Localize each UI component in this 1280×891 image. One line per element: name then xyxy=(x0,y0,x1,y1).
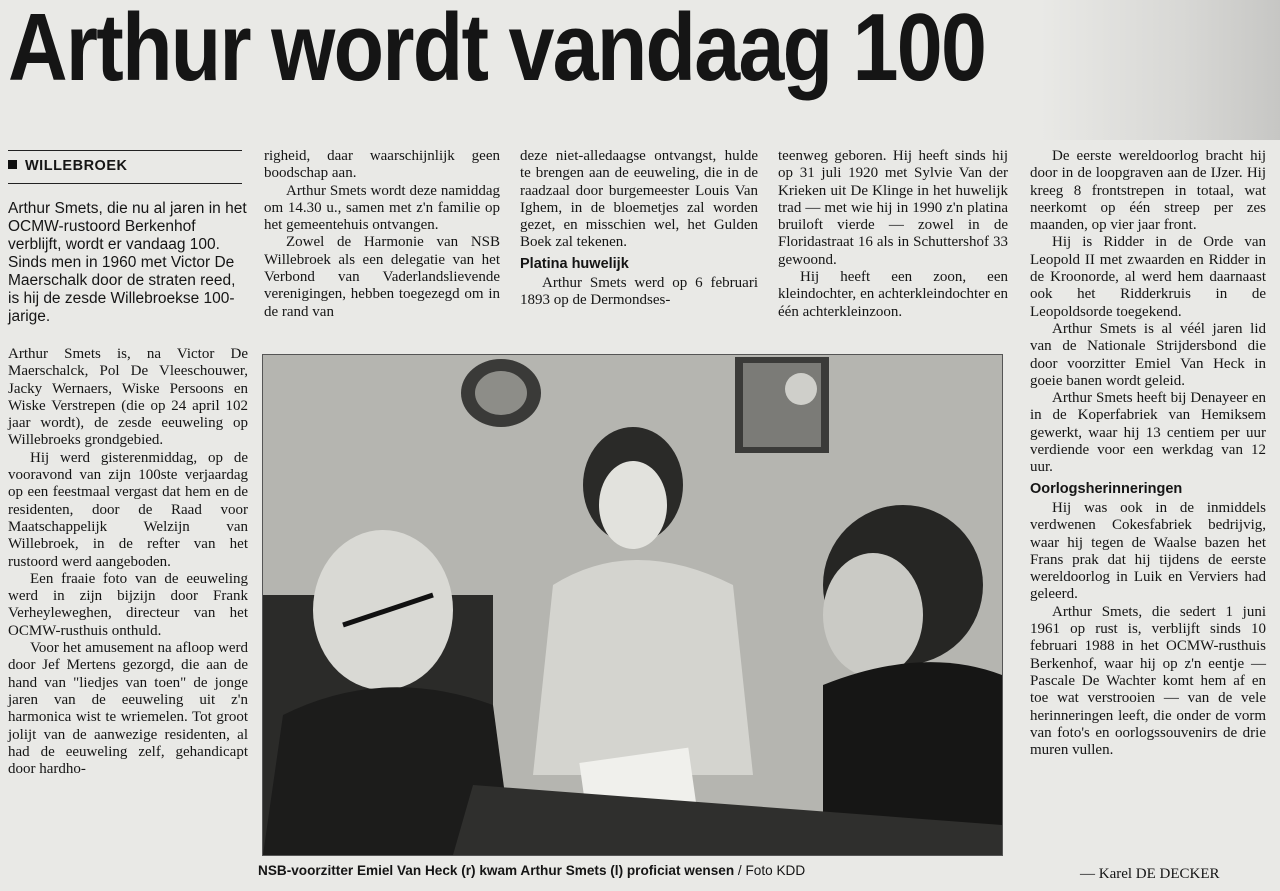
col5-para-6: Arthur Smets, die sedert 1 juni 1961 op rust is, verblijft sinds 10 februari 1988 in het OCMW-rusthuis Berkenhof, waar hij op z'n eentje — Pascale De Wachter komt hem af en toe wat verstrooien — van de vele herinneringen leeft, die onder de vorm van foto's en oorlogssouvenirs de drie muren vullen. xyxy=(1030,603,1266,759)
col4-para-2: Hij heeft een zoon, een kleindochter, en achterkleindochter en één achterkleinzoon. xyxy=(778,269,1008,320)
column-1 xyxy=(8,346,248,778)
column-3 xyxy=(520,148,758,310)
column-2 xyxy=(264,148,500,321)
col5-para-5: Hij was ook in de inmiddels verdwenen Cokesfabriek bedrijvig, waar hij tegen de Waalse bazen het Frans prak dat hij tijdens de eerste wereldoorlog in Luik en Verviers had geleerd. xyxy=(1030,499,1266,603)
headline: Arthur wordt vandaag 100 xyxy=(8,0,986,101)
kicker xyxy=(8,158,127,174)
subheading-oorlog: Oorlogsherinneringen xyxy=(1030,480,1183,497)
news-photo xyxy=(262,354,1003,856)
col5-para-2: Hij is Ridder in de Orde van Leopold II met zwaarden en Ridder in de Kroonorde, al werd hem daarnaast ook het Ridderkruis in de Leopoldsorde toegekend. xyxy=(1030,234,1266,320)
kicker-rule-top xyxy=(8,150,242,151)
square-bullet-icon xyxy=(8,160,17,169)
column-5 xyxy=(1030,148,1266,759)
lead-paragraph: Arthur Smets, die nu al jaren in het OCMW-rustoord Berkenhof verblijft, wordt er vandaag 100. Sinds men in 1960 met Victor De Maerschalk door de straten reed, is hij de zesde Willebroekse 100-jarige. xyxy=(8,200,247,325)
col2-para-2: Arthur Smets wordt deze namiddag om 14.30 u., samen met z'n familie op het gemeentehuis ontvangen. xyxy=(264,182,500,234)
col5-para-1: De eerste wereldoorlog bracht hij door in de loopgraven aan de IJzer. Hij kreeg 8 frontstrepen in totaal, wat neerkomt op één streep per zes maanden, op vier jaar front. xyxy=(1030,148,1266,234)
caption-text: NSB-voorzitter Emiel Van Heck (r) kwam Arthur Smets (l) proficiat wensen xyxy=(258,863,735,878)
byline: — Karel DE DECKER xyxy=(1080,866,1220,882)
col5-para-3: Arthur Smets is al véél jaren lid van de Nationale Strijdersbond die door voorzitter Emiel Van Heck in goeie banen wordt geleid. xyxy=(1030,320,1266,389)
col1-para-2: Hij werd gisterenmiddag, op de vooravond van zijn 100ste verjaardag op een feestmaal vergast dat hem en de residenten, door de Raad voor Maatschappelijk Welzijn van Willebroek, in de refter van het rustoord werd aangeboden. xyxy=(8,449,248,570)
col2-para-3: Zowel de Harmonie van NSB Willebroek als een delegatie van het Verbond van Vaderlandslievende verenigingen, hebben toegezegd om in de rand van xyxy=(264,234,500,320)
photo-caption xyxy=(258,863,805,878)
kicker-label: WILLEBROEK xyxy=(25,158,128,174)
kicker-rule-bottom xyxy=(8,183,242,184)
col5-para-4: Arthur Smets heeft bij Denayeer en in de Koperfabriek van Hemiksem gewerkt, waar hij 13 centiem per uur verdiende voor een werkdag van 12 uur. xyxy=(1030,390,1266,476)
column-4 xyxy=(778,148,1008,321)
col2-para-1: righeid, daar waarschijnlijk geen boodschap aan. xyxy=(264,148,500,182)
col1-para-4: Voor het amusement na afloop werd door Jef Mertens gezorgd, die aan de hand van "liedjes van toen" de jonge jaren van de eeuweling uit z'n harmonica wist te wriemelen. Tot groot jolijt van de aanwezige residenten, al had de eeuweling zelf, gehandicapt door hardho- xyxy=(8,640,248,778)
col1-para-1: Arthur Smets is, na Victor De Maerschalck, Pol De Vleeschouwer, Jacky Wernaers, Wiske Persoons en Wiske Verstrepen (die op 24 april 102 jaar wordt), de zesde eeuweling op Willebroeks grondgebied. xyxy=(8,346,248,449)
col3-para-2: Arthur Smets werd op 6 februari 1893 op de Dermondses- xyxy=(520,275,758,309)
subheading-platina: Platina huwelijk xyxy=(520,255,629,272)
col4-para-1: teenweg geboren. Hij heeft sinds hij op 31 juli 1920 met Sylvie Van der Krieken uit De Klinge in het huwelijk trad — met wie hij in 1990 z'n platina bruiloft vierde — zowel in de Floridastraat 16 als in Schuttershof 33 gewoond. xyxy=(778,148,1008,268)
caption-credit: / Foto KDD xyxy=(734,863,806,878)
col1-para-3: Een fraaie foto van de eeuweling werd in zijn bijzijn door Frank Verheyleweghen, directeur van het OCMW-rusthuis onthuld. xyxy=(8,570,248,639)
col3-para-1: deze niet-alledaagse ontvangst, hulde te brengen aan de eeuweling, die in de raadzaal door burgemeester Louis Van Ighem, in de bloemetjes zal worden gezet, en misschien wel, het Gulden Boek zal tekenen. xyxy=(520,148,758,251)
